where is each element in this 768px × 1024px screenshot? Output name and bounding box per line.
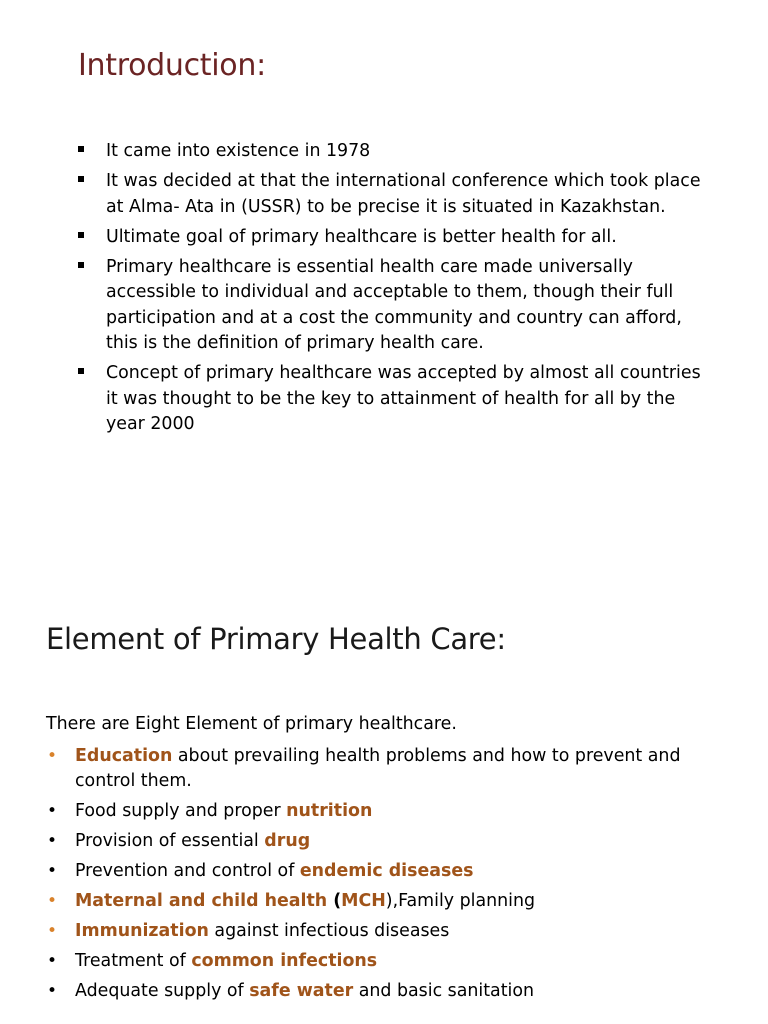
elements-title: Element of Primary Health Care: [46,622,506,656]
square-bullet-icon [78,262,84,268]
bullet-dot-icon: • [47,746,58,766]
bullet-dot-icon: • [47,921,58,941]
list-item: • Food supply and proper nutrition [46,799,726,824]
list-item [76,225,716,251]
bullet-text: It came into existence in 1978 [106,141,371,161]
list-item: • Provision of essential drug [46,829,726,854]
square-bullet-icon [78,232,84,238]
bullet-text: Concept of primary healthcare was accepted by almost all countries it was thought to be the key to attainment of health for all by the year 2000 [106,363,701,434]
list-item: • Immunization against infectious diseases [46,919,726,944]
highlight-text: MCH [341,891,386,911]
square-bullet-icon [78,368,84,374]
list-item: • Maternal and child health (MCH),Family planning [46,889,726,914]
highlight-text: safe water [249,981,354,1001]
highlight-text: drug [264,831,311,851]
square-bullet-icon [78,146,84,152]
list-item [76,255,716,357]
highlight-text: Education [75,746,173,766]
list-item [76,361,716,438]
highlight-text: Maternal and child health [75,891,328,911]
square-bullet-icon [78,176,84,182]
list-item [76,139,716,165]
highlight-text: Immunization [75,921,209,941]
intro-title: Introduction: [78,48,266,83]
bullet-dot-icon: • [47,801,58,821]
bullet-dot-icon: • [47,861,58,881]
intro-bullet-list [76,139,716,442]
elements-intro: There are Eight Element of primary healthcare. [46,714,457,734]
bullet-dot-icon: • [47,981,58,1001]
bullet-text: Ultimate goal of primary healthcare is better health for all. [106,226,617,247]
list-item: • Education about prevailing health problems and how to prevent and control them. [47,746,681,791]
bullet-dot-icon: • [47,951,58,971]
highlight-text: nutrition [286,801,373,821]
bullet-text: It was decided at that the international conference which took place at Alma- Ata in (USSR) to be precise it is situated in Kazakhstan. [106,171,701,217]
list-item [76,169,716,220]
bullet-dot-icon: • [47,891,58,911]
bullet-dot-icon: • [47,831,58,851]
list-item: • Treatment of common infections [46,949,726,974]
highlight-text: common infections [191,951,378,971]
bullet-text: Primary healthcare is essential health care made universally accessible to individual and acceptable to them, though their full participation and at a cost the community and country can afford, this is the definition of primary health care. [106,256,682,353]
elements-list [46,744,726,1009]
highlight-text: endemic diseases [299,861,474,881]
list-item: • Prevention and control of endemic diseases [46,859,726,884]
list-item: • Adequate supply of safe water and basic sanitation [46,979,726,1004]
